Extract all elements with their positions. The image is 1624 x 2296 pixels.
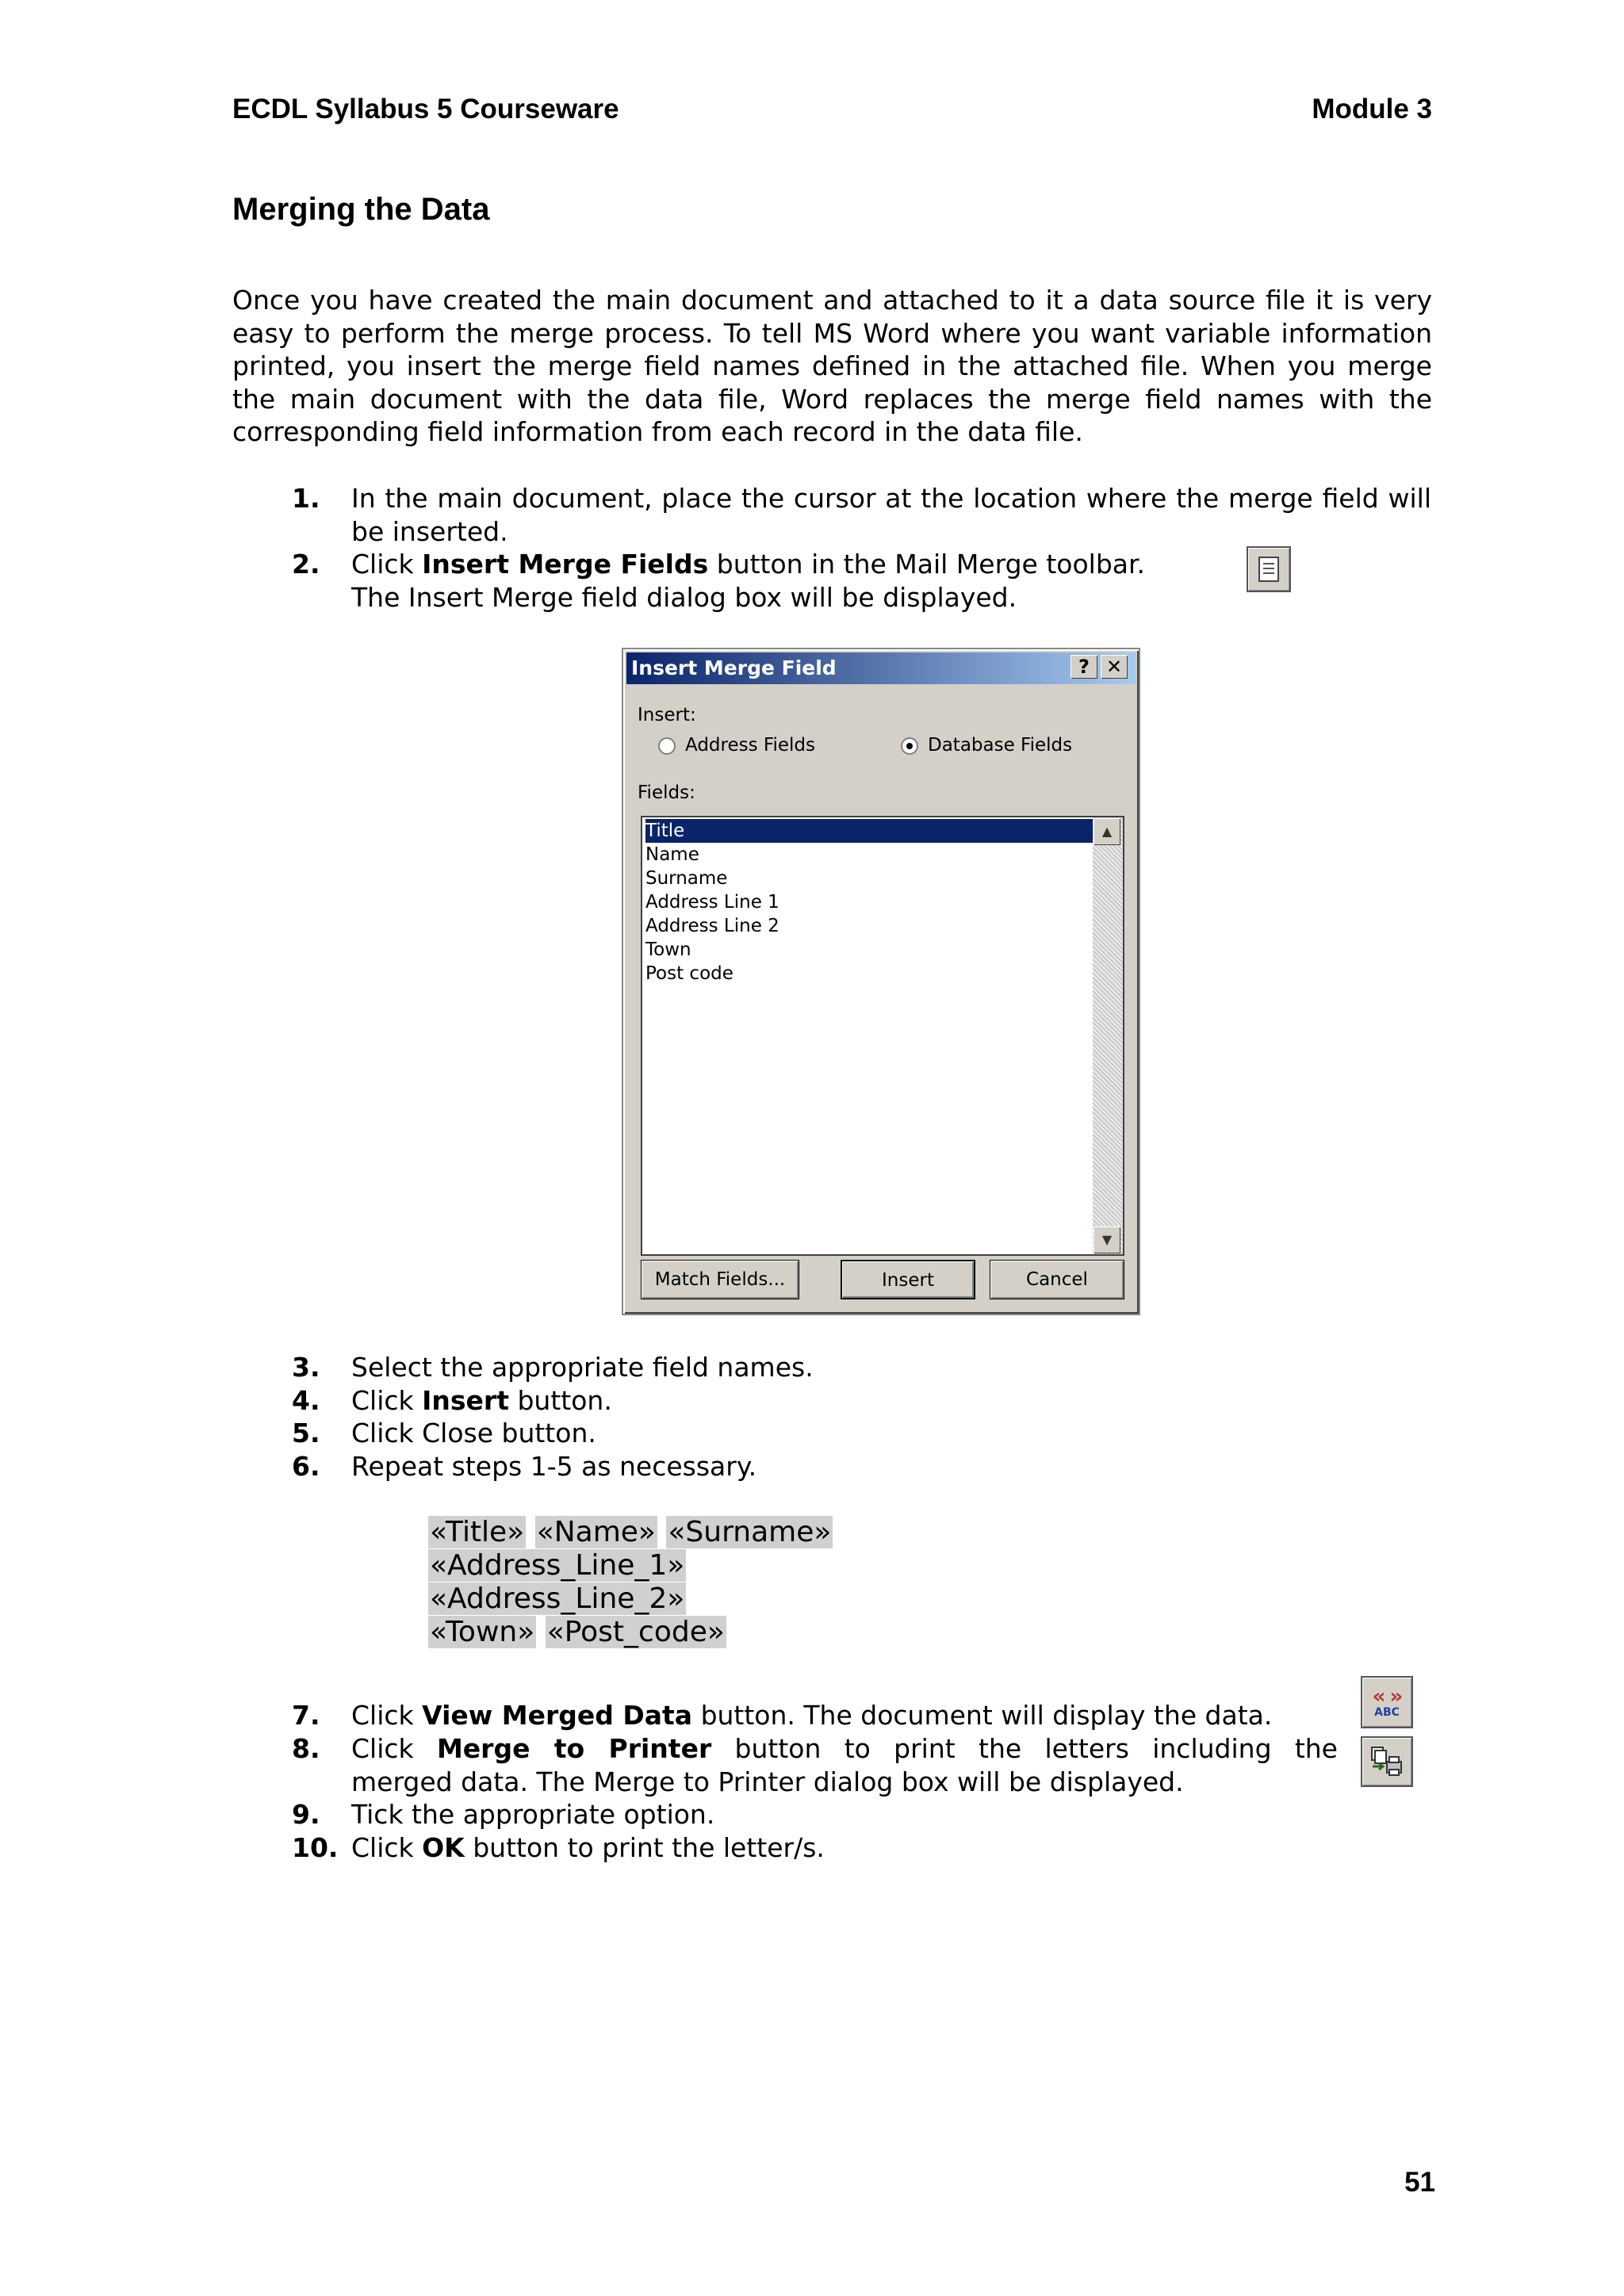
merge-fields-line-1	[428, 1516, 833, 1549]
step-text: Click OK button to print the letter/s.	[351, 1832, 825, 1863]
fields-listbox[interactable]	[641, 816, 1124, 1256]
help-button[interactable]: ?	[1071, 655, 1097, 679]
close-button[interactable]: ✕	[1101, 655, 1128, 679]
merge-fields-line-4	[428, 1616, 726, 1649]
cancel-button[interactable]: Cancel	[990, 1260, 1124, 1299]
merge-field-address-line-2: «Address_Line_2»	[430, 1582, 685, 1615]
section-title: Merging the Data	[232, 192, 490, 227]
insert-merge-fields-icon	[1247, 546, 1291, 592]
step-text: Click View Merged Data button. The document will display the data.	[351, 1700, 1273, 1731]
chevrons-icon: « »	[1372, 1685, 1402, 1709]
insert-merge-field-dialog	[622, 648, 1140, 1315]
merge-field-surname: «Surname»	[668, 1516, 832, 1548]
step-text-continued: The Insert Merge field dialog box will be displayed.	[351, 581, 1017, 613]
step-number: 7.	[292, 1700, 320, 1731]
merge-field-post-code: «Post_code»	[546, 1616, 725, 1648]
merge-field-title: «Title»	[430, 1516, 525, 1548]
page-number: 51	[1404, 2167, 1435, 2198]
list-item[interactable]: Town	[645, 939, 691, 960]
step-number: 5.	[292, 1418, 320, 1448]
match-fields-button[interactable]: Match Fields...	[641, 1260, 799, 1299]
list-item[interactable]: Title	[645, 819, 1093, 843]
dialog-title-bar	[626, 652, 1136, 684]
list-item[interactable]: Name	[645, 844, 699, 865]
list-item[interactable]: Surname	[645, 868, 728, 889]
insert-label: Insert:	[638, 705, 696, 725]
scroll-up-icon[interactable]: ▲	[1094, 818, 1120, 845]
merge-field-address-line-1: «Address_Line_1»	[430, 1549, 685, 1582]
insert-button[interactable]: Insert	[841, 1260, 975, 1299]
step-number: 6.	[292, 1451, 320, 1482]
step-text-continued: merged data. The Merge to Printer dialog box will be displayed.	[351, 1766, 1184, 1797]
step-text: Tick the appropriate option.	[351, 1799, 715, 1830]
insert-merge-fields-emphasis: Insert Merge Fields	[422, 549, 709, 580]
step-text: Click Insert Merge Fields button in the Mail Merge toolbar.	[351, 549, 1146, 580]
step-text: Select the appropriate field names.	[351, 1352, 814, 1383]
running-header-title: ECDL Syllabus 5 Courseware	[232, 94, 619, 124]
view-merged-data-icon	[1361, 1676, 1413, 1728]
step-text: Click Merge to Printer button to print the letters including the	[351, 1733, 1338, 1764]
step-number: 10.	[292, 1832, 339, 1863]
step-text: Click Insert button.	[351, 1385, 612, 1416]
address-fields-label[interactable]: Address Fields	[685, 735, 815, 756]
view-merged-data-emphasis: View Merged Data	[422, 1700, 693, 1731]
step-text: Repeat steps 1-5 as necessary.	[351, 1451, 757, 1482]
merge-field-name: «Name»	[536, 1516, 656, 1548]
step-number: 8.	[292, 1733, 320, 1764]
insert-emphasis: Insert	[422, 1385, 509, 1416]
running-header-module: Module 3	[1312, 94, 1432, 124]
vertical-scrollbar[interactable]	[1093, 817, 1123, 1254]
step-number: 9.	[292, 1799, 320, 1830]
merge-fields-line-3	[428, 1582, 686, 1616]
database-fields-radio[interactable]	[901, 737, 918, 755]
list-item[interactable]: Address Line 2	[645, 916, 779, 936]
merge-to-printer-icon	[1361, 1736, 1413, 1787]
step-text: Click Close button.	[351, 1418, 596, 1448]
dialog-title: Insert Merge Field	[631, 656, 837, 679]
database-fields-label[interactable]: Database Fields	[928, 735, 1073, 756]
intro-paragraph: Once you have created the main document and attached to it a data source file it is very easy to perform the merge process. To tell MS Word where you want variable information printed, you insert the merge field names defined in the attached file. When you merge the main document with the data file, Word replaces the merge field names with the corresponding field information from each record in the data file.	[232, 285, 1432, 447]
address-fields-radio[interactable]	[658, 737, 676, 755]
list-item[interactable]: Address Line 1	[645, 892, 779, 913]
abc-icon: ABC	[1374, 1706, 1400, 1719]
step-number: 2.	[292, 549, 320, 580]
merge-to-printer-emphasis: Merge to Printer	[436, 1733, 712, 1764]
merge-field-town: «Town»	[430, 1616, 535, 1648]
step-number: 1.	[292, 483, 320, 514]
list-item[interactable]: Post code	[645, 963, 733, 984]
step-text: In the main document, place the cursor at the location where the merge field will be inserted.	[351, 483, 1431, 547]
step-number: 4.	[292, 1385, 320, 1416]
fields-label: Fields:	[638, 783, 695, 803]
merge-fields-line-2	[428, 1549, 686, 1582]
step-number: 3.	[292, 1352, 320, 1383]
ok-emphasis: OK	[422, 1832, 465, 1863]
scroll-down-icon[interactable]: ▼	[1094, 1226, 1120, 1253]
